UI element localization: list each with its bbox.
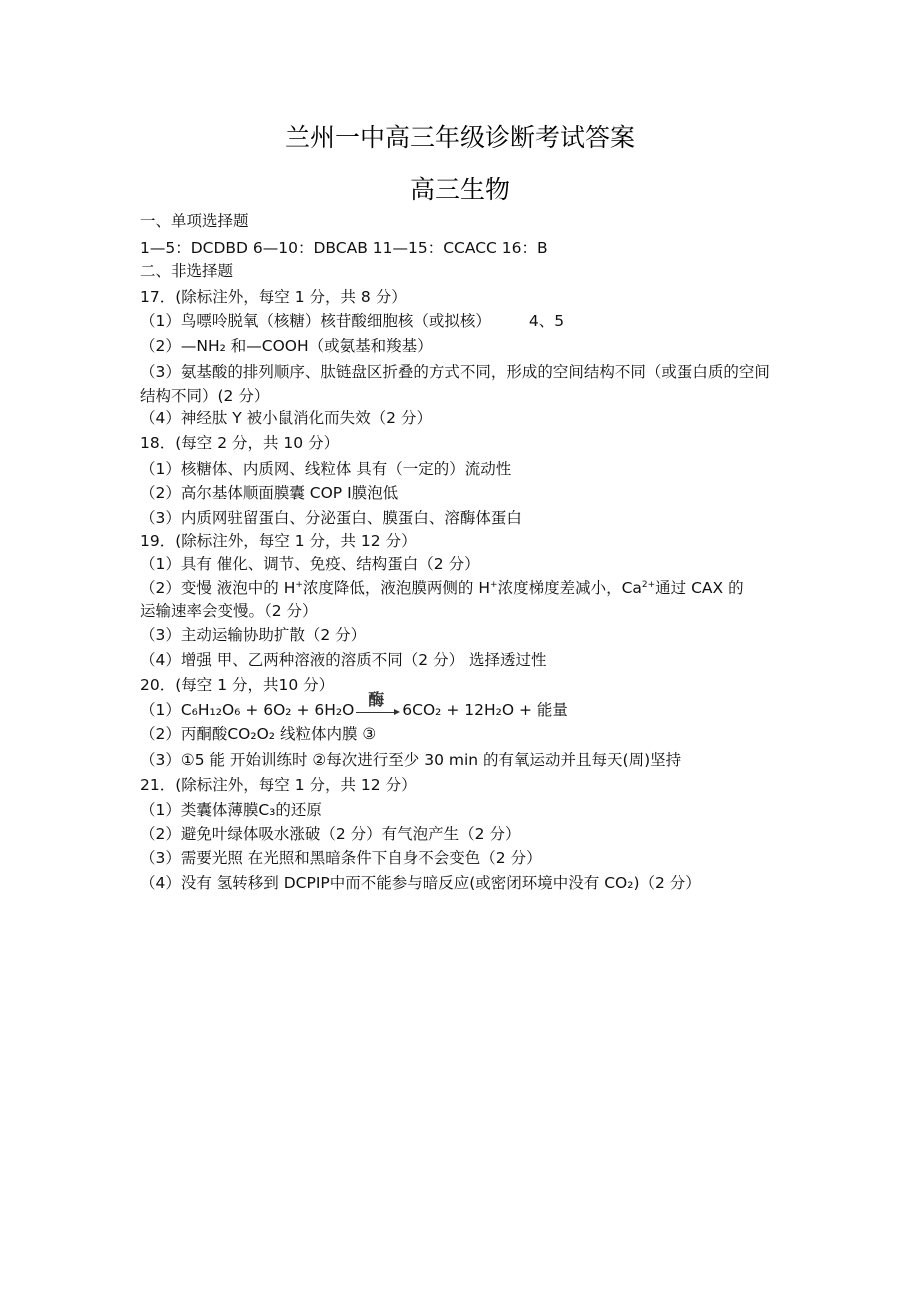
superscript: +: [295, 579, 303, 590]
q19-answer-2: [140, 576, 790, 600]
q18-answer-1: （1）核糖体、内质网、线粒体 具有（一定的）流动性: [140, 460, 512, 478]
superscript: 2+: [641, 579, 656, 590]
q19-answer-2-continued: 运输速率会变慢。（2 分）: [140, 602, 318, 620]
q18-answer-3: （3）内质网驻留蛋白、分泌蛋白、膜蛋白、溶酶体蛋白: [140, 509, 522, 527]
equation-reactants: （1）C₆H₁₂O₆ + 6O₂ + 6H₂O: [140, 701, 355, 719]
q21-heading: 21．(除标注外，每空 1 分，共 12 分）: [140, 776, 417, 794]
section-heading-free-response: 二、非选择题: [140, 262, 234, 280]
q17-answer-2: （2）—NH₂ 和—COOH（或氨基和羧基）: [140, 337, 433, 355]
section-heading-multiple-choice: 一、单项选择题: [140, 212, 249, 230]
q18-answer-2: （2）高尔基体顺面膜囊 COP Ⅰ膜泡低: [140, 484, 399, 502]
q19-heading: 19．(除标注外，每空 1 分，共 12 分）: [140, 532, 417, 550]
q19-answer-4: （4）增强 甲、乙两种溶液的溶质不同（2 分） 选择透过性: [140, 651, 547, 669]
equation-products: 6CO₂ + 12H₂O + 能量: [402, 701, 568, 719]
q21-answer-1: （1）类囊体薄膜C₃的还原: [140, 801, 322, 819]
multiple-choice-answers: 1—5：DCDBD 6—10：DBCAB 11—15：CCACC 16：B: [140, 239, 548, 257]
q21-answer-2: （2）避免叶绿体吸水涨破（2 分）有气泡产生（2 分）: [140, 825, 521, 843]
q17-answer-4: （4）神经肽 Y 被小鼠消化而失效（2 分）: [140, 409, 432, 427]
q21-answer-4: （4）没有 氢转移到 DCPIP中而不能参与暗反应(或密闭环境中没有 CO₂)（2 分）: [140, 874, 701, 892]
q17-answer-1-text: （1）鸟嘌呤脱氧（核糖）核苷酸细胞核（或拟核）: [140, 312, 491, 330]
q20-answer-3: （3）①5 能 开始训练时 ②每次进行至少 30 min 的有氧运动并且每天(周)坚持: [140, 751, 682, 769]
enzyme-label: 酶: [368, 690, 385, 709]
q19-answer-3: （3）主动运输协助扩散（2 分）: [140, 626, 367, 644]
q19-answer-2-part-c: 浓度梯度差减小，Ca: [497, 579, 642, 597]
page-subtitle: 高三生物: [409, 175, 510, 204]
q17-heading: 17．(除标注外，每空 1 分，共 8 分）: [140, 288, 407, 306]
q20-answer-2: （2）丙酮酸CO₂O₂ 线粒体内膜 ③: [140, 725, 377, 743]
page-title: 兰州一中高三年级诊断考试答案: [284, 123, 635, 152]
superscript: +: [490, 579, 498, 590]
q19-answer-2-part-a: （2）变慢 液泡中的 H: [140, 579, 296, 597]
q20-heading: 20．(每空 1 分，共10 分）: [140, 676, 335, 694]
q19-answer-1: （1）具有 催化、调节、免疫、结构蛋白（2 分）: [140, 555, 480, 573]
q18-heading: 18．(每空 2 分，共 10 分）: [140, 434, 340, 452]
enzyme-arrow-icon: [356, 690, 400, 718]
q19-answer-2-part-d: 通过 CAX 的: [655, 579, 744, 597]
q17-answer-1-extra: 4、5: [528, 312, 565, 330]
q17-answer-3: （3）氨基酸的排列顺序、肽链盘区折叠的方式不同，形成的空间结构不同（或蛋白质的空间结构不同）(2 分）: [140, 363, 770, 405]
q19-answer-2-part-b: 浓度降低，液泡膜两侧的 H: [302, 579, 491, 597]
q17-answer-1: [140, 309, 790, 333]
q20-answer-1-equation: [140, 690, 790, 722]
q21-answer-3: （3）需要光照 在光照和黑暗条件下自身不会变色（2 分）: [140, 849, 542, 867]
